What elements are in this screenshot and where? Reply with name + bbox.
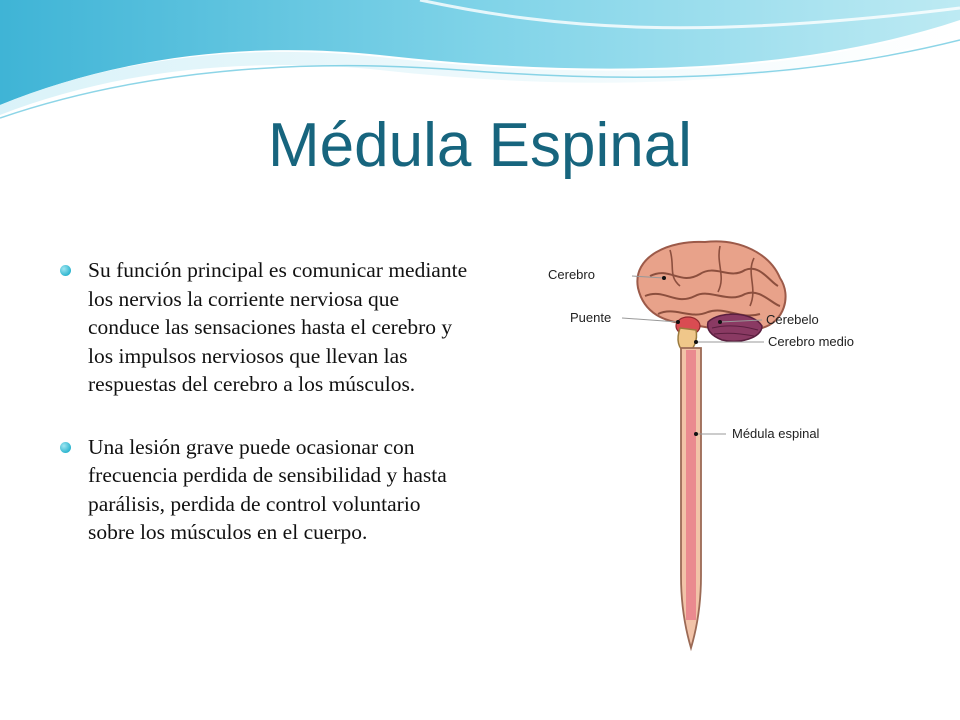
label-medula-espinal: Médula espinal	[732, 426, 820, 441]
slide-title: Médula Espinal	[268, 111, 692, 180]
bullet-icon	[60, 442, 71, 453]
label-cerebro-medio: Cerebro medio	[768, 334, 854, 349]
bullet-item	[60, 256, 470, 399]
brain-illustration	[637, 241, 785, 354]
bullet-text: Una lesión grave puede ocasionar con frecuencia perdida de sensibilidad y hasta parálisis, perdida de control voluntario sobre los músculos en el cuerpo.	[88, 434, 447, 544]
bullet-list	[60, 256, 470, 581]
label-cerebelo: Cerebelo	[766, 312, 819, 327]
bullet-text: Su función principal es comunicar mediante los nervios la corriente nerviosa que conduce las sensaciones hasta el cerebro y los impulsos nerviosos que llevan las respuestas del cerebro a los músculos.	[88, 258, 468, 396]
brain-spinal-cord-diagram	[540, 236, 890, 656]
label-cerebro: Cerebro	[548, 267, 595, 282]
bullet-icon	[60, 265, 71, 276]
label-puente: Puente	[570, 310, 612, 325]
bullet-item	[60, 433, 470, 547]
spinal-cord-illustration	[681, 348, 701, 648]
